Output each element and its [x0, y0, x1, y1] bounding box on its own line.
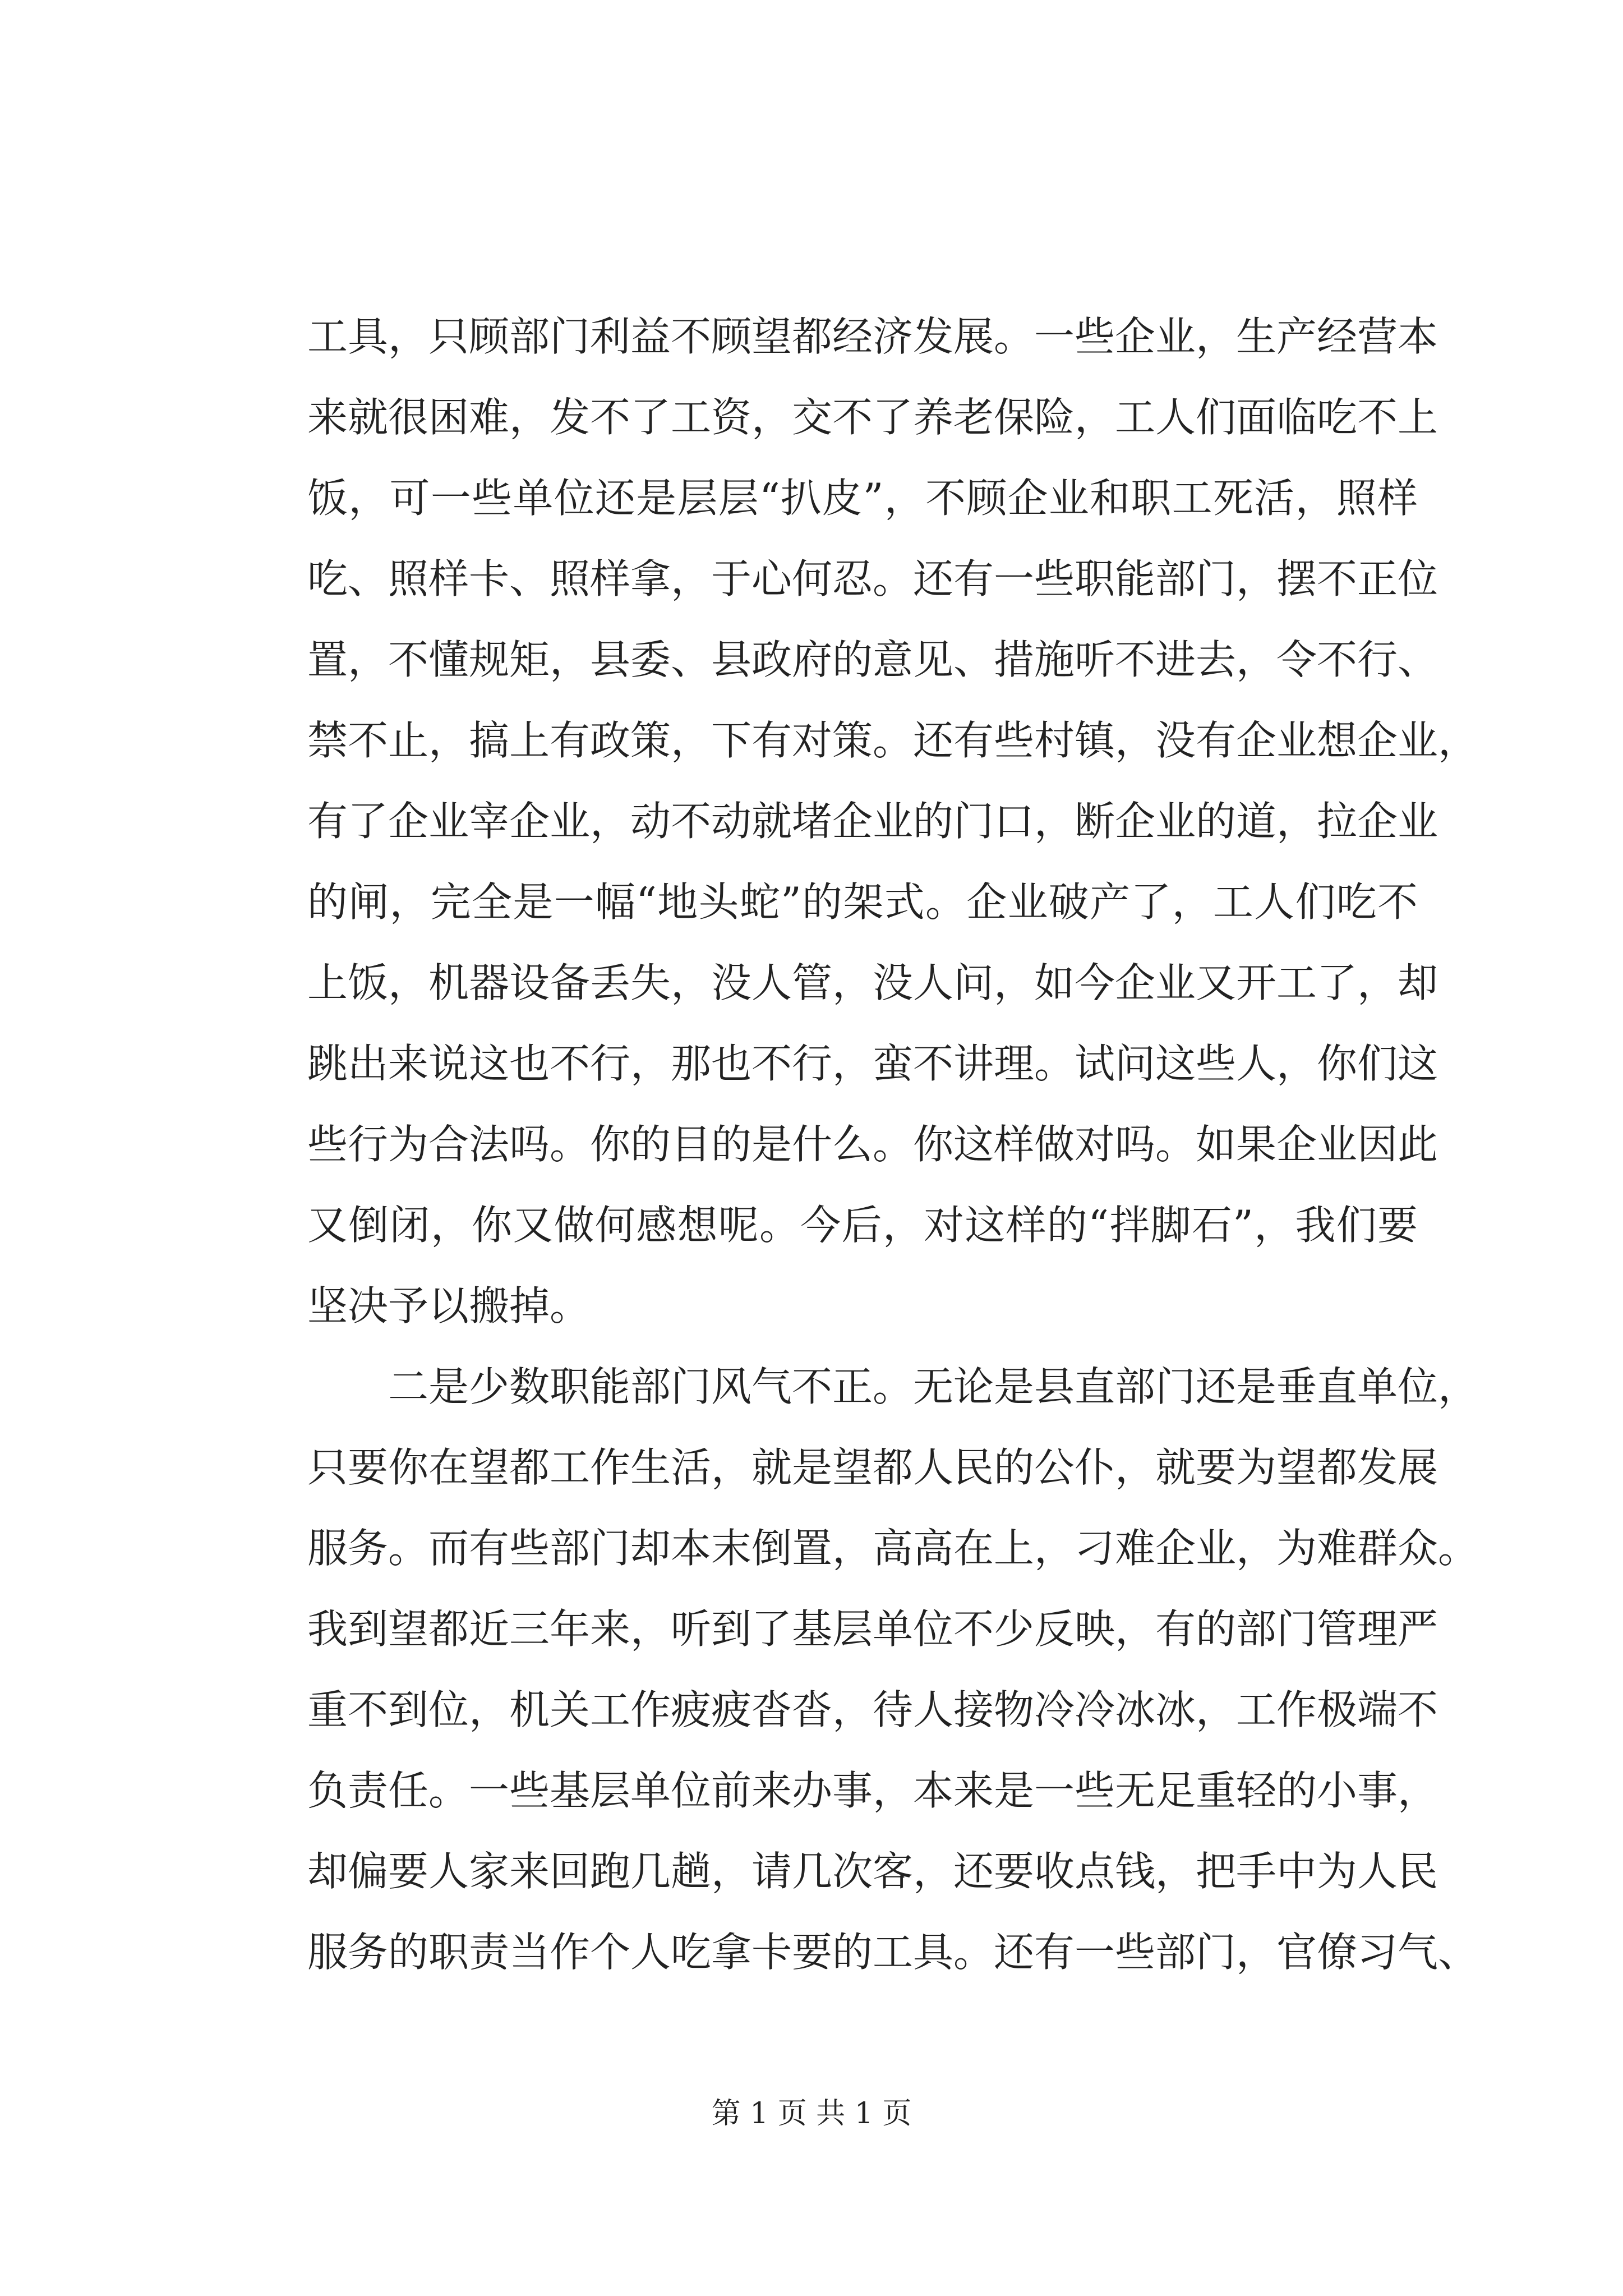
text-line: 饭，可一些单位还是层层“扒皮”，不顾企业和职工死活，照样 — [307, 475, 1418, 522]
text-line: 却偏要人家来回跑几趟，请几次客，还要收点钱，把手中为人民 — [307, 1848, 1438, 1895]
text-line: 禁不止，搞上有政策，下有对策。还有些村镇，没有企业想企业， — [307, 717, 1479, 764]
text-line: 服务。而有些部门却本末倒置，高高在上，刁难企业，为难群众。 — [307, 1525, 1479, 1572]
text-line: 来就很困难，发不了工资，交不了养老保险，工人们面临吃不上 — [307, 394, 1438, 441]
page-number: 第 1 页 共 1 页 — [711, 2097, 912, 2131]
text-line-paragraph-end: 坚决予以搬掉。 — [307, 1282, 591, 1329]
text-line: 只要你在望都工作生活，就是望都人民的公仆，就要为望都发展 — [307, 1444, 1438, 1491]
text-line: 上饭，机器设备丢失，没人管，没人问，如今企业又开工了，却 — [307, 959, 1438, 1006]
text-line: 置，不懂规矩，县委、县政府的意见、措施听不进去，令不行、 — [307, 636, 1438, 683]
text-line: 重不到位，机关工作疲疲沓沓，待人接物冷冷冰冰，工作极端不 — [307, 1686, 1438, 1733]
body-text — [307, 296, 1479, 1993]
text-line: 吃、照样卡、照样拿，于心何忍。还有一些职能部门，摆不正位 — [307, 555, 1438, 602]
page-footer — [0, 2097, 1623, 2131]
text-line: 的闸，完全是一幅“地头蛇”的架式。企业破产了，工人们吃不 — [307, 878, 1418, 926]
text-line: 负责任。一些基层单位前来办事，本来是一些无足重轻的小事， — [307, 1767, 1438, 1814]
text-line: 又倒闭，你又做何感想呢。今后，对这样的“拌脚石”，我们要 — [307, 1202, 1418, 1249]
text-line: 些行为合法吗。你的目的是什么。你这样做对吗。如果企业因此 — [307, 1121, 1438, 1168]
text-line: 有了企业宰企业，动不动就堵企业的门口，断企业的道，拉企业 — [307, 798, 1438, 845]
text-line: 工具，只顾部门利益不顾望都经济发展。一些企业，生产经营本 — [307, 313, 1438, 360]
text-line: 我到望都近三年来，听到了基层单位不少反映，有的部门管理严 — [307, 1605, 1438, 1653]
text-line: 服务的职责当作个人吃拿卡要的工具。还有一些部门，官僚习气、 — [307, 1929, 1479, 1976]
text-line-paragraph-start: 二是少数职能部门风气不正。无论是县直部门还是垂直单位， — [307, 1363, 1479, 1410]
text-line: 跳出来说这也不行，那也不行，蛮不讲理。试问这些人，你们这 — [307, 1040, 1438, 1087]
